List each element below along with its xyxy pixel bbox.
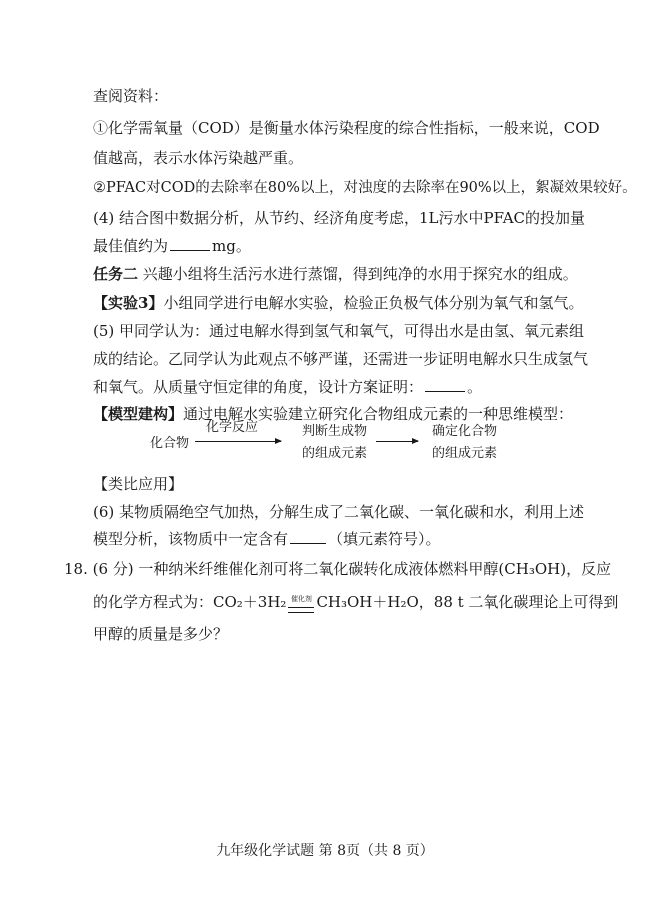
- thinking-model-diagram: [150, 420, 510, 468]
- model-step-judge-line-2: 的组成元素: [302, 446, 368, 461]
- info-item-1-line-2: 值越高，表示水体污染越严重。: [93, 149, 304, 167]
- question-5-line-2: 成的结论。乙同学认为此观点不够严谨，还需进一步证明电解水只生成氢气: [93, 350, 589, 368]
- model-arrow-2: [376, 441, 418, 442]
- analogy-label: 【类比应用】: [93, 475, 184, 493]
- answer-blank-6[interactable]: [290, 531, 326, 544]
- experiment-3-label: 【实验3】: [93, 294, 164, 312]
- info-heading: 查阅资料：: [93, 87, 169, 105]
- task-2-text: 兴趣小组将生活污水进行蒸馏，得到纯净的水用于探究水的组成。: [142, 265, 578, 283]
- model-arrow-1: [195, 441, 281, 442]
- info-item-1-line-1: ①化学需氧量（COD）是衡量水体污染程度的综合性指标，一般来说，COD: [93, 119, 600, 137]
- experiment-3: [93, 293, 583, 313]
- question-5-line-3: [93, 377, 482, 397]
- question-5-end: 。: [467, 378, 483, 396]
- question-4-unit: mg。: [212, 237, 251, 255]
- info-item-2: ②PFAC对COD的去除率在80%以上，对浊度的去除率在90%以上，絮凝效果较好。: [93, 180, 637, 196]
- model-step-compound: 化合物: [150, 436, 190, 451]
- model-arrow-label: 化学反应: [206, 420, 259, 435]
- question-6-line-2: [93, 529, 441, 549]
- question-4-line-2: [93, 236, 251, 256]
- model-step-determine-line-1: 确定化合物: [432, 424, 498, 439]
- model-step-determine-line-2: 的组成元素: [432, 446, 498, 461]
- model-step-judge-line-1: 判断生成物: [302, 424, 368, 439]
- answer-blank-4[interactable]: [170, 238, 210, 251]
- task-2: [93, 264, 578, 284]
- question-4-line-1: (4) 结合图中数据分析，从节约、经济角度考虑，1L污水中PFAC的投加量: [93, 209, 586, 227]
- equation-reactants: 的化学方程式为：CO₂＋3H₂: [93, 593, 287, 611]
- question-4-text: 最佳值约为: [93, 237, 169, 255]
- model-building-label: 【模型建构】: [93, 405, 184, 423]
- question-5-text: 和氧气。从质量守恒定律的角度，设计方案证明：: [93, 378, 424, 396]
- equation-products: CH₃OH＋H₂O，88 t 二氧化碳理论上可得到: [316, 593, 619, 611]
- question-18-line-3: 甲醇的质量是多少？: [93, 625, 229, 643]
- experiment-3-text: 小组同学进行电解水实验，检验正负极气体分别为氧气和氢气。: [163, 294, 584, 312]
- question-6-line-1: (6) 某物质隔绝空气加热，分解生成了二氧化碳、一氧化碳和水，利用上述: [93, 503, 585, 521]
- question-6-hint: （填元素符号）。: [328, 530, 441, 548]
- question-18-line-1: 18. (6 分) 一种纳米纤维催化剂可将二氧化碳转化成液体燃料甲醇(CH₃OH)，反应: [64, 560, 612, 578]
- page-footer: 九年级化学试题 第 8页（共 8 页）: [216, 843, 434, 859]
- catalyst-condition: 催化剂: [286, 595, 316, 603]
- question-18-line-2: [93, 592, 618, 612]
- question-5-line-1: (5) 甲同学认为：通过电解水得到氢气和氧气，可得出水是由氢、氧元素组: [93, 322, 585, 340]
- answer-blank-5[interactable]: [425, 379, 465, 392]
- question-6-text: 模型分析，该物质中一定含有: [93, 530, 289, 548]
- task-2-label: 任务二: [93, 265, 139, 283]
- model-building-text: 通过电解水实验建立研究化合物组成元素的一种思维模型：: [183, 405, 574, 423]
